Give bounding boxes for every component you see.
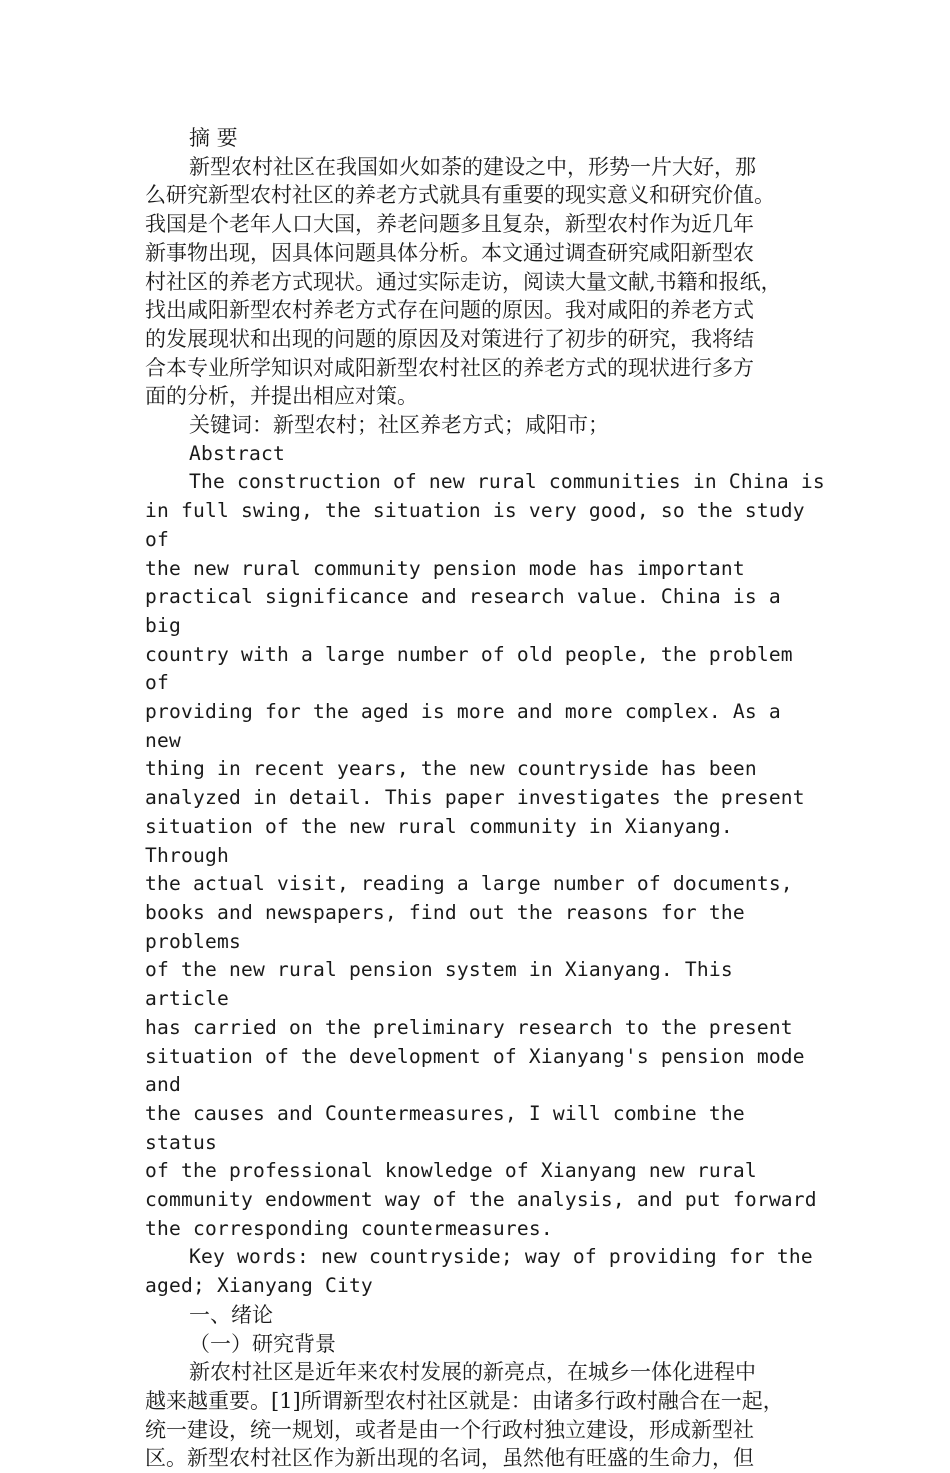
abstract-en-line: practical significance and research value. China is a big <box>145 585 793 637</box>
abstract-en-line: has carried on the preliminary research to the present <box>145 1015 793 1039</box>
abstract-en-line: providing for the aged is more and more complex. As a new <box>145 700 793 752</box>
abstract-cn-line: 新型农村社区在我国如火如荼的建设之中，形势一片大好，那 <box>189 154 756 179</box>
body-text <box>145 1358 825 1473</box>
abstract-en-line: the corresponding countermeasures. <box>145 1216 553 1240</box>
abstract-cn-line: 我国是个老年人口大国，养老问题多且复杂，新型农村作为近几年 <box>145 212 754 237</box>
abstract-en-line: country with a large number of old people, the problem of <box>145 642 805 695</box>
body-line: 越来越重要。[1]所谓新型农村社区就是：由诸多行政村融合在一起， <box>145 1388 784 1413</box>
abstract-cn-line: 村社区的养老方式现状。通过实际走访，阅读大量文献,书籍和报纸， <box>145 269 782 294</box>
keywords-en-line: aged; Xianyang City <box>145 1274 373 1298</box>
abstract-en-line: community endowment way of the analysis, and put forward <box>145 1188 817 1212</box>
abstract-cn-line: 新事物出现，因具体问题具体分析。本文通过调查研究咸阳新型农 <box>145 240 754 265</box>
abstract-cn-line: 面的分析，并提出相应对策。 <box>145 384 418 409</box>
abstract-cn-line: 么研究新型农村社区的养老方式就具有重要的现实意义和研究价值。 <box>145 183 775 208</box>
abstract-en-line: in full swing, the situation is very good, so the study of <box>145 499 817 551</box>
abstract-en-line: thing in recent years, the new countryside has been <box>145 757 757 781</box>
abstract-en-line: the actual visit, reading a large number of documents, <box>145 872 793 896</box>
abstract-cn <box>145 153 825 411</box>
abstract-en-line: books and newspapers, find out the reasons for the problems <box>145 900 757 953</box>
document-page <box>145 124 825 1473</box>
chapter-heading: 一、绪论 <box>189 1302 273 1327</box>
abstract-cn-line: 合本专业所学知识对咸阳新型农村社区的养老方式的现状进行多方 <box>145 355 754 380</box>
body-line: 统一建设，统一规划，或者是由一个行政村独立建设，形成新型社 <box>145 1417 754 1442</box>
abstract-en <box>145 468 825 1243</box>
body-line: 新农村社区是近年来农村发展的新亮点，在城乡一体化进程中 <box>189 1360 756 1385</box>
keywords-en-line: Key words: new countryside; way of providing for the <box>189 1245 813 1269</box>
abstract-en-line: the causes and Countermeasures, I will combine the status <box>145 1101 757 1154</box>
section-heading: （一）研究背景 <box>189 1331 336 1356</box>
abstract-en-line: the new rural community pension mode has important <box>145 556 745 580</box>
abstract-heading: 摘 要 <box>189 126 238 150</box>
abstract-en-line: The construction of new rural communities in China is <box>189 470 825 494</box>
abstract-en-line: situation of the new rural community in Xianyang. Through <box>145 814 745 867</box>
body-line: 区。新型农村社区作为新出现的名词，虽然他有旺盛的生命力，但 <box>145 1446 754 1471</box>
abstract-en-heading: Abstract <box>189 441 285 465</box>
abstract-en-line: of the professional knowledge of Xianyang new rural <box>145 1159 757 1183</box>
abstract-en-line: analyzed in detail. This paper investigates the present <box>145 786 805 810</box>
abstract-en-line: of the new rural pension system in Xianyang. This article <box>145 958 745 1011</box>
keywords-en <box>145 1243 825 1300</box>
abstract-cn-line: 的发展现状和出现的问题的原因及对策进行了初步的研究，我将结 <box>145 326 754 351</box>
abstract-en-line: situation of the development of Xianyang's pension mode and <box>145 1044 817 1097</box>
abstract-cn-line: 找出咸阳新型农村养老方式存在问题的原因。我对咸阳的养老方式 <box>145 298 754 323</box>
keywords-cn: 关键词：新型农村；社区养老方式；咸阳市； <box>189 413 609 438</box>
